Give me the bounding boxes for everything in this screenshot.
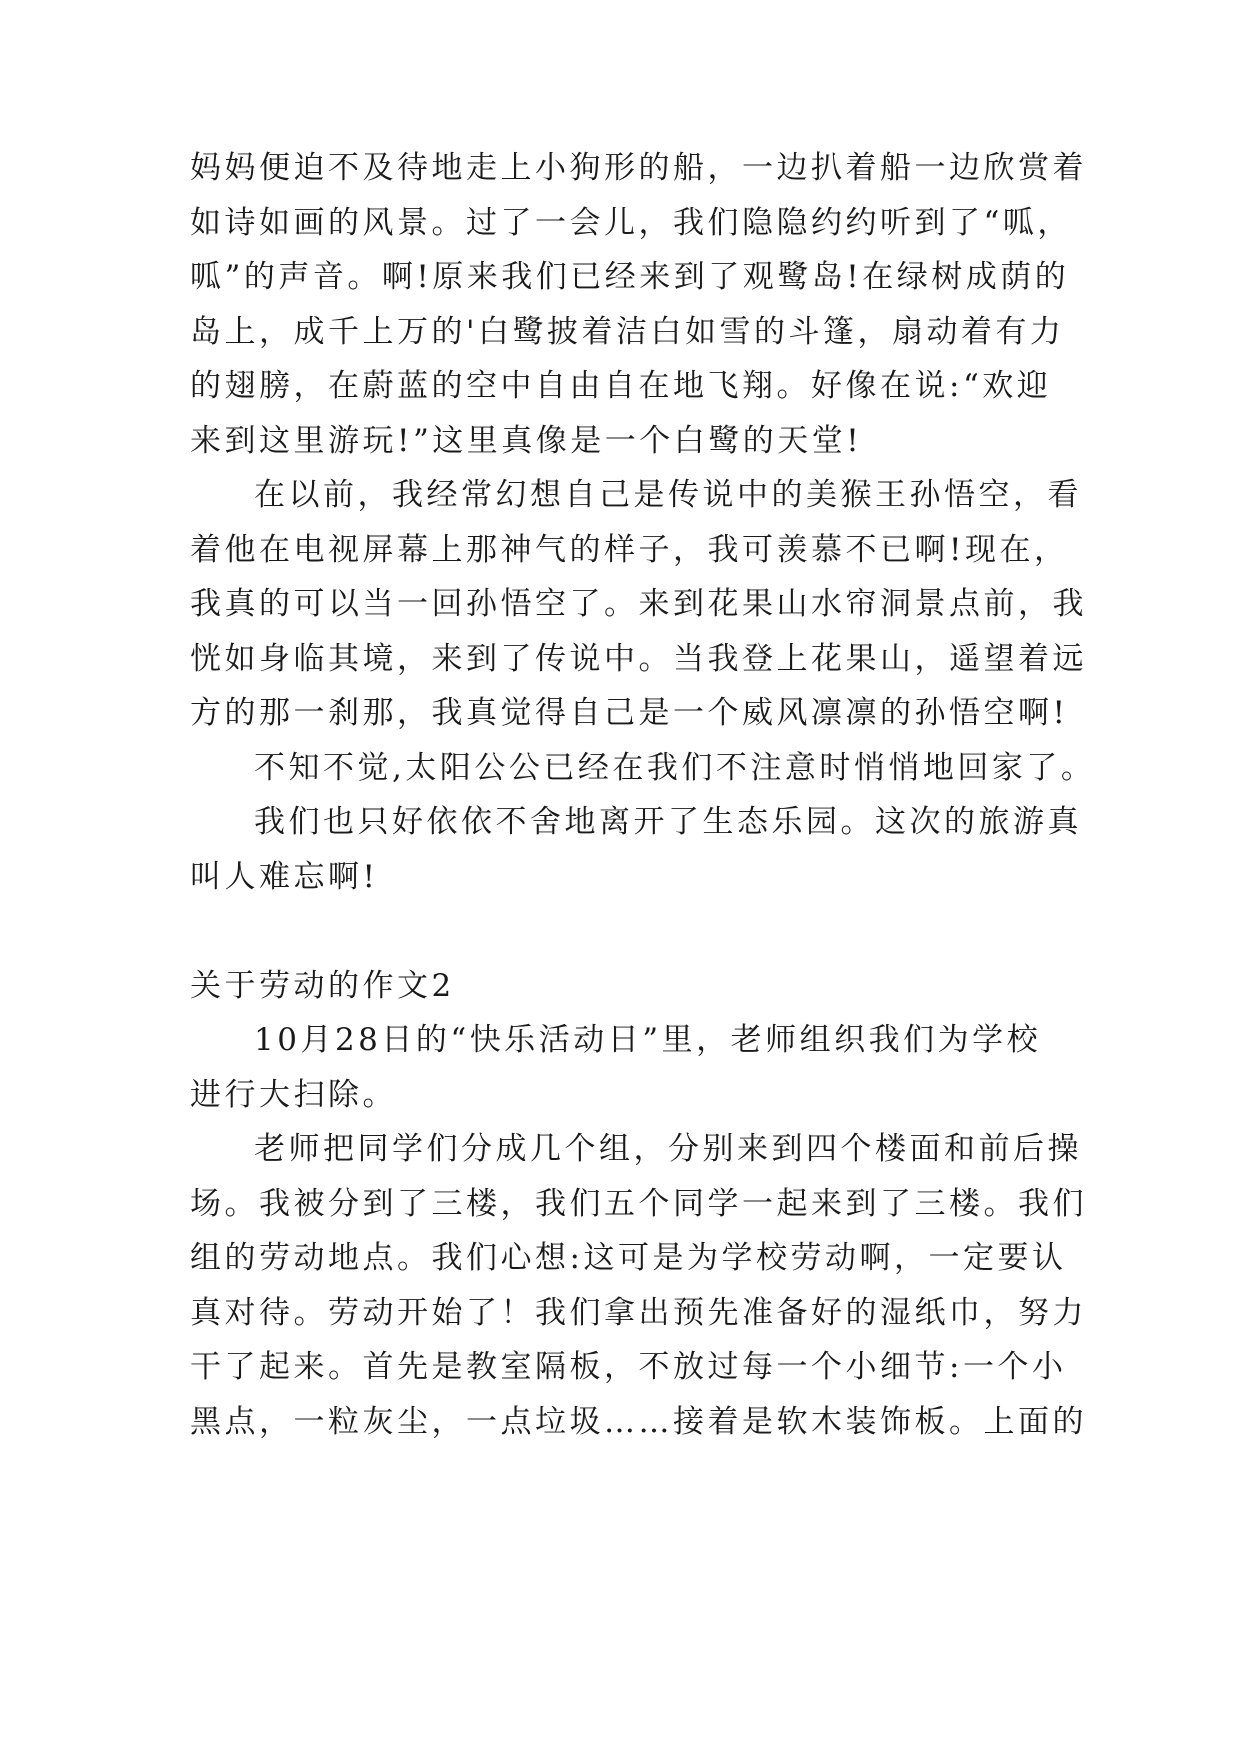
text-line: 呱”的声音。啊!原来我们已经来到了观鹭岛!在绿树成荫的 [190, 259, 1070, 295]
text-line: 我真的可以当一回孙悟空了。来到花果山水帘洞景点前，我 [190, 586, 1087, 622]
text-line: 妈妈便迫不及待地走上小狗形的船，一边扒着船一边欣赏着 [190, 150, 1087, 186]
text-line: 如诗如画的风景。过了一会儿，我们隐隐约约听到了“呱， [190, 205, 1072, 241]
text-line: 叫人难忘啊! [190, 859, 379, 895]
text-line: 不知不觉,太阳公公已经在我们不注意时悄悄地回家了。 [254, 750, 1096, 786]
text-line: 进行大扫除。 [190, 1077, 397, 1113]
text-line: 真对待。劳动开始了！我们拿出预先准备好的湿纸巾，努力 [190, 1295, 1087, 1331]
text-line: 岛上，成千上万的'白鹭披着洁白如雪的斗篷，扇动着有力 [190, 314, 1065, 350]
text-line: 老师把同学们分成几个组，分别来到四个楼面和前后操 [254, 1131, 1082, 1167]
text-line: 黑点，一粒灰尘，一点垃圾……接着是软木装饰板。上面的 [190, 1404, 1087, 1440]
text-line: 来到这里游玩!”这里真像是一个白鹭的天堂! [190, 423, 863, 459]
text-line: 方的那一刹那，我真觉得自己是一个威风凛凛的孙悟空啊! [190, 695, 1069, 731]
essay-title: 关于劳动的作文2 [190, 968, 455, 1004]
text-line: 我们也只好依依不舍地离开了生态乐园。这次的旅游真 [254, 804, 1082, 840]
text-line: 组的劳动地点。我们心想:这可是为学校劳动啊，一定要认 [190, 1240, 1067, 1276]
text-line: 恍如身临其境，来到了传说中。当我登上花果山，遥望着远 [190, 641, 1087, 677]
text-line: 场。我被分到了三楼，我们五个同学一起来到了三楼。我们 [190, 1186, 1087, 1222]
text-line: 着他在电视屏幕上那神气的样子，我可羡慕不已啊!现在， [190, 532, 1069, 568]
text-line: 10月28日的“快乐活动日”里，老师组织我们为学校 [254, 1022, 1042, 1058]
text-line: 在以前，我经常幻想自己是传说中的美猴王孙悟空，看 [254, 477, 1082, 513]
text-line: 的翅膀，在蔚蓝的空中自由自在地飞翔。好像在说:“欢迎 [190, 368, 1052, 404]
text-line: 干了起来。首先是教室隔板，不放过每一个小细节:一个小 [190, 1349, 1067, 1385]
